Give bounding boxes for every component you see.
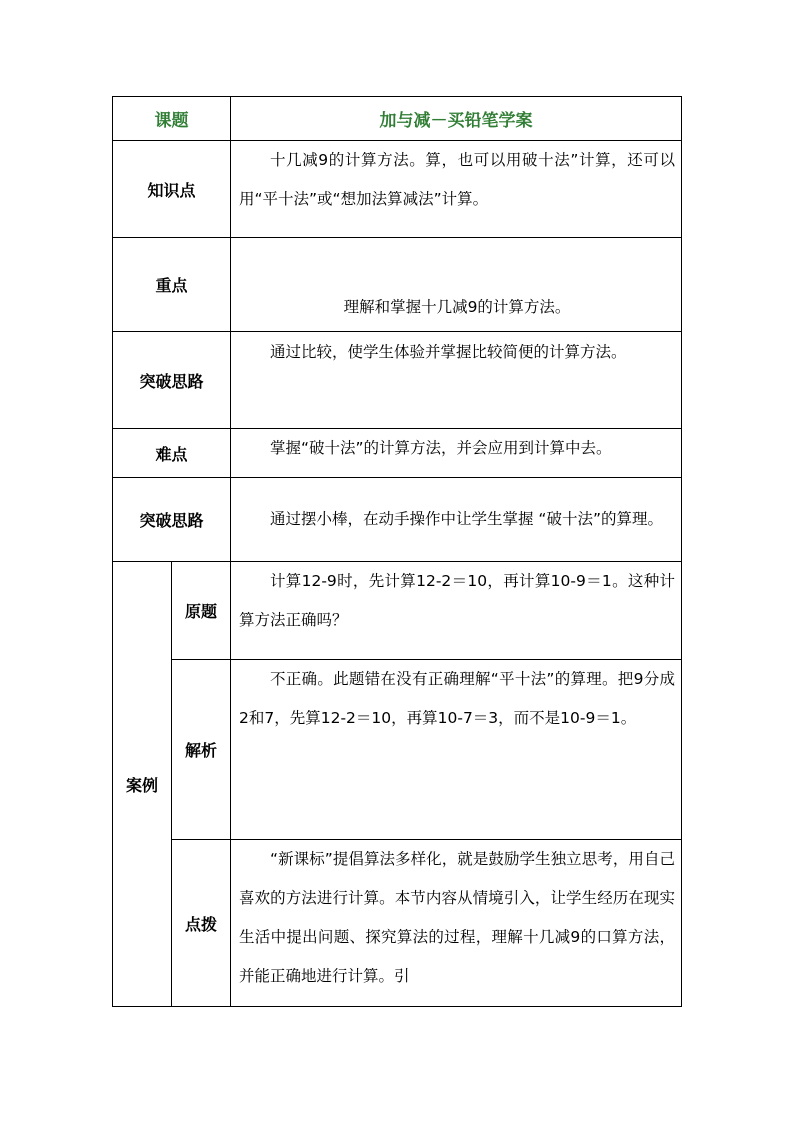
case-label-guidance: 点拨 <box>172 840 231 1007</box>
case-guidance-text: “新课标”提倡算法多样化，就是鼓励学生独立思考，用自己喜欢的方法进行计算。本节内容从情境引入，让学生经历在现实生活中提出问题、探究算法的过程，理解十几减9的口算方法，并能正确地进行计算。引 <box>239 850 675 985</box>
case-label-original: 原题 <box>172 562 231 660</box>
breakthrough-1-text: 通过比较，使学生体验并掌握比较简便的计算方法。 <box>270 343 627 361</box>
difficulty-text: 掌握“破十法”的计算方法，并会应用到计算中去。 <box>270 439 612 457</box>
breakthrough-2-text: 通过摆小棒，在动手操作中让学生掌握 “破十法”的算理。 <box>270 510 663 528</box>
row-breakthrough-1 <box>113 332 682 429</box>
row-content-knowledge-point <box>231 141 682 238</box>
case-content-analysis <box>231 660 682 840</box>
row-label-case: 案例 <box>113 562 172 1007</box>
row-difficulty <box>113 429 682 478</box>
row-content-difficulty <box>231 429 682 478</box>
row-breakthrough-2 <box>113 478 682 562</box>
row-knowledge-point <box>113 141 682 238</box>
row-content-key-point <box>231 238 682 332</box>
case-content-guidance <box>231 840 682 1007</box>
row-case-analysis <box>113 660 682 840</box>
row-label-difficulty: 难点 <box>113 429 231 478</box>
row-label-knowledge-point: 知识点 <box>113 141 231 238</box>
page-title: 加与减－买铅笔学案 <box>231 97 682 141</box>
case-original-text: 计算12-9时，先计算12-2＝10，再计算10-9＝1。这种计算方法正确吗？ <box>239 572 675 629</box>
key-point-text: 理解和掌握十几减9的计算方法。 <box>343 298 571 316</box>
header-row <box>113 97 682 141</box>
row-case-original <box>113 562 682 660</box>
knowledge-point-text: 十几减9的计算方法。算，也可以用破十法”计算，还可以用“平十法”或“想加法算减法”计算。 <box>239 151 675 208</box>
row-content-breakthrough-1 <box>231 332 682 429</box>
row-key-point <box>113 238 682 332</box>
row-label-breakthrough-1: 突破思路 <box>113 332 231 429</box>
row-case-guidance <box>113 840 682 1007</box>
header-label: 课题 <box>113 97 231 141</box>
lesson-plan-table <box>112 96 682 1007</box>
row-label-breakthrough-2: 突破思路 <box>113 478 231 562</box>
row-content-breakthrough-2 <box>231 478 682 562</box>
row-label-key-point: 重点 <box>113 238 231 332</box>
case-analysis-text: 不正确。此题错在没有正确理解“平十法”的算理。把9分成2和7，先算12-2＝10，再算10-7＝3，而不是10-9＝1。 <box>239 670 675 727</box>
case-label-analysis: 解析 <box>172 660 231 840</box>
case-content-original <box>231 562 682 660</box>
